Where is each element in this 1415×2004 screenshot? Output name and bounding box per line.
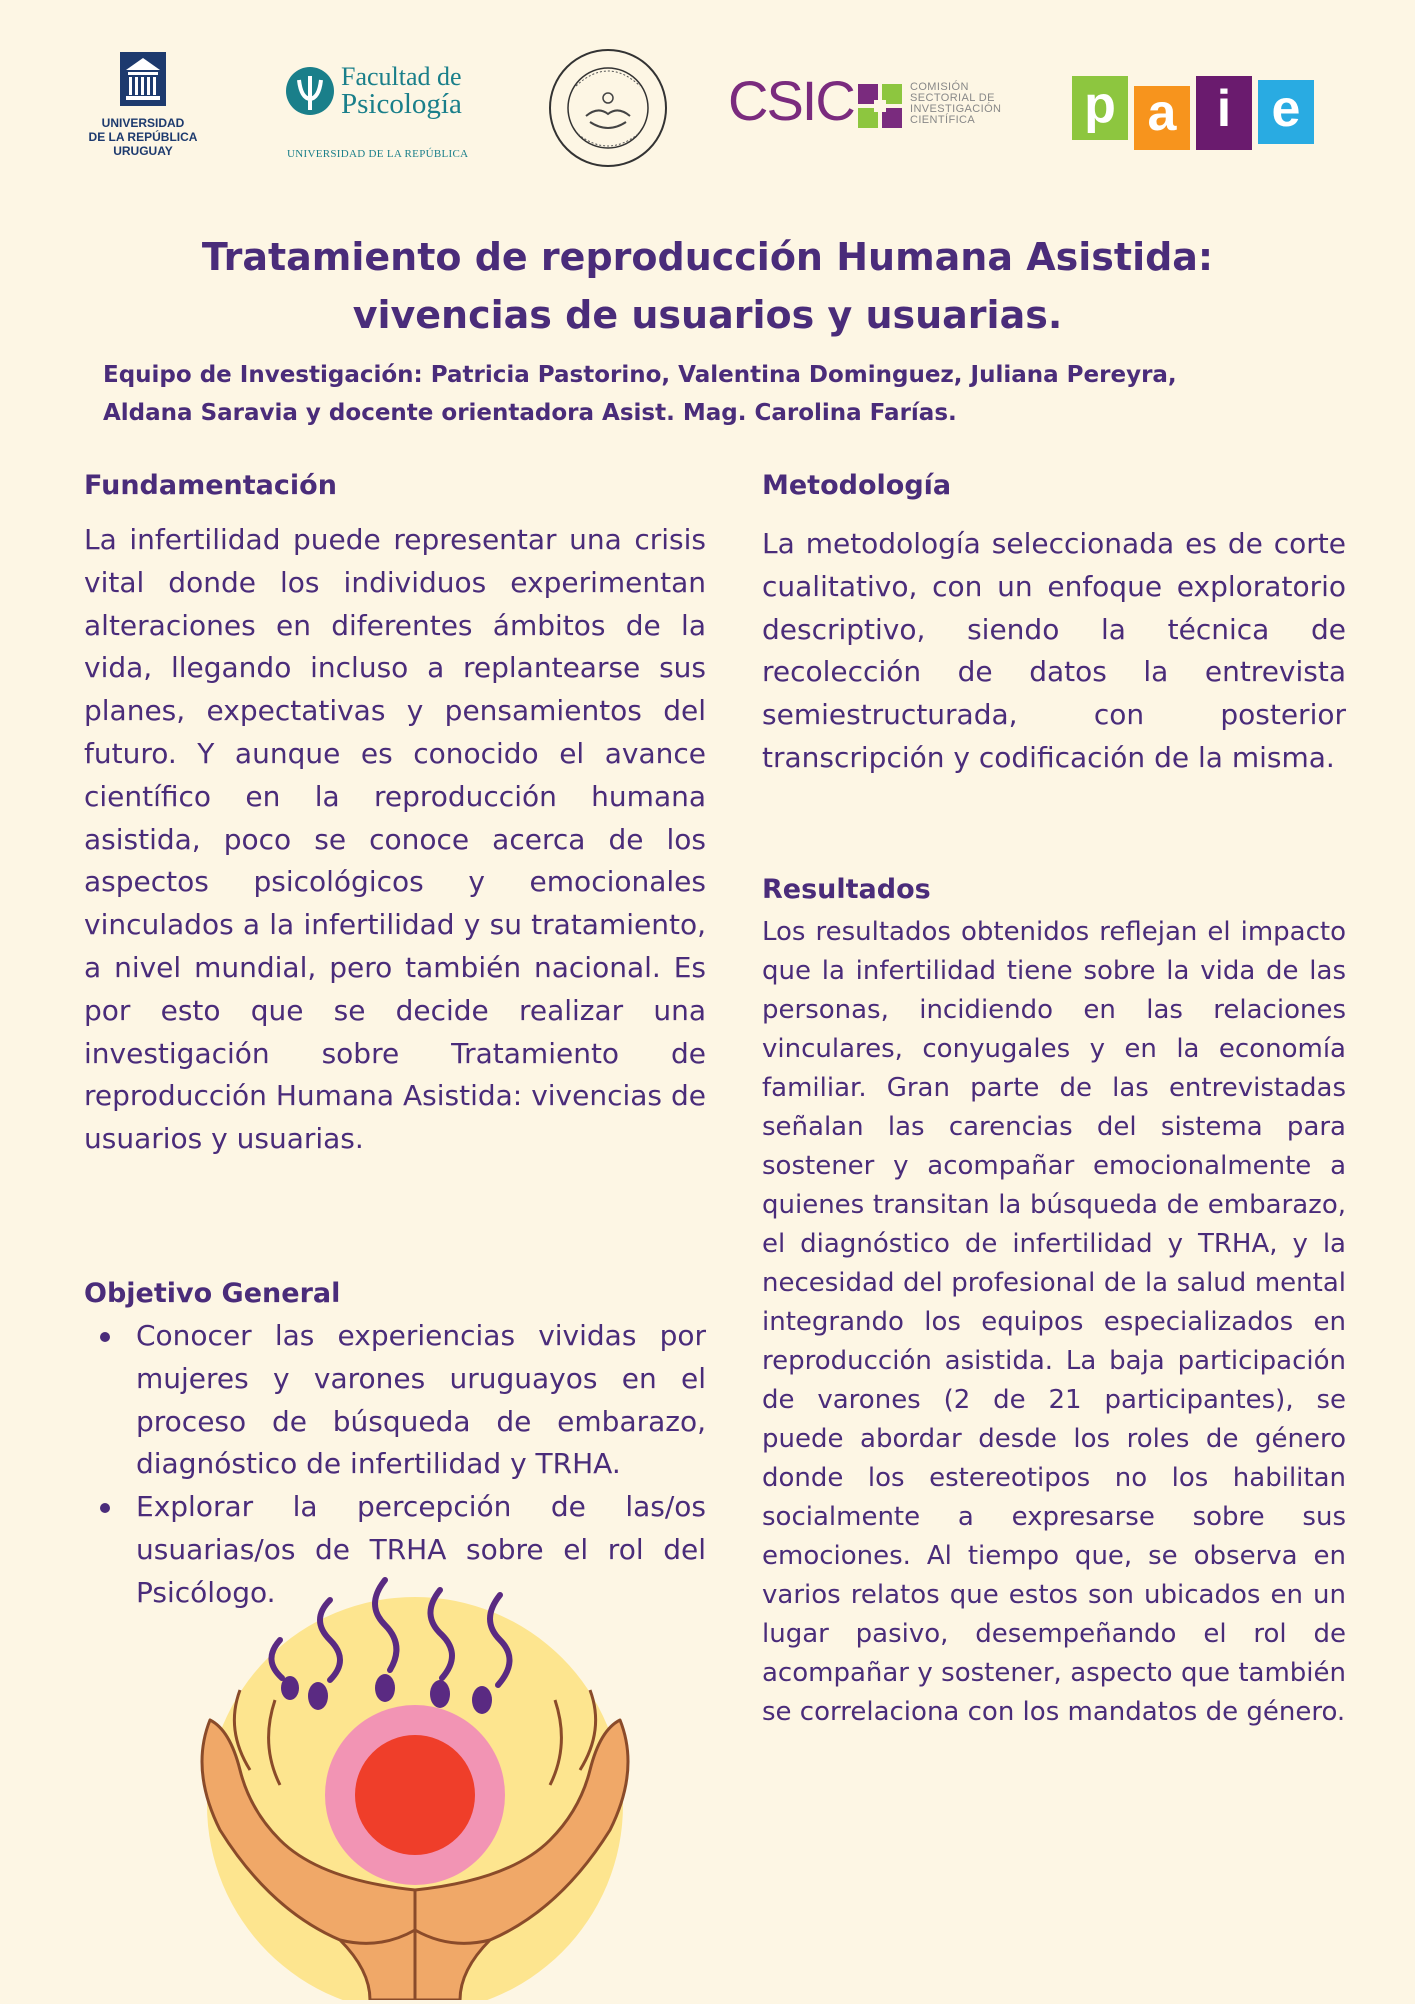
objetivo-heading: Objetivo General: [84, 1278, 341, 1309]
research-team: [103, 356, 1343, 432]
udelar-logo: [78, 50, 208, 158]
objetivo-item: [136, 1315, 706, 1486]
university-building-icon: [118, 50, 168, 108]
title-line2: vivencias de usuarios y usuarias.: [352, 293, 1063, 337]
psi-icon: [285, 66, 335, 116]
paie-tile-p: p: [1072, 76, 1128, 140]
udelar-line3: URUGUAY: [113, 144, 173, 158]
csic-sub3: INVESTIGACIÓN: [910, 103, 1002, 115]
fundamentacion-text: La infertilidad puede representar una crisis vital donde los individuos experimentan alteraciones en diferentes ámbitos de la vida, llegando incluso a replantearse sus planes, expectativas y pensamientos del futuro. Y aunque es conocido el avance científico en la reproducción humana asistida, poco se conoce acerca de los aspectos psicológicos y emocionales vinculados a la infertilidad y su tratamiento, a nivel mundial, pero también nacional. Es por esto que se decide realizar una investigación sobre Tratamiento de reproducción Humana Asistida: vivencias de usuarios y usuarias.: [84, 523, 706, 1156]
csic-sub2: SECTORIAL DE: [910, 92, 995, 104]
csic-word: CSIC: [728, 69, 854, 132]
metodologia-heading: Metodología: [762, 470, 952, 501]
paie-tile-i: i: [1196, 76, 1252, 150]
objetivo-item-text: Conocer las experiencias vividas por mujeres y varones uruguayos en el proceso de búsqueda de embarazo, diagnóstico de infertilidad y TRHA.: [136, 1319, 706, 1481]
bullet-icon: [100, 1503, 110, 1513]
metodologia-section: [762, 470, 1346, 780]
psicologia-line2: Psicología: [341, 88, 462, 120]
team-line1: Equipo de Investigación: Patricia Pastorino, Valentina Dominguez, Juliana Pereyra,: [103, 362, 1177, 388]
csic-squares-icon: [858, 84, 902, 128]
objetivo-section: [84, 1278, 706, 1615]
fertility-illustration: [180, 1570, 650, 2000]
escuela-parteras-seal-logo: [546, 46, 670, 170]
poster-title: [0, 228, 1415, 344]
metodologia-text: La metodología seleccionada es de corte cualitativo, con un enfoque exploratorio descriptivo, siendo la técnica de recolección de datos la entrevista semiestructurada, con posterior transcripción y codificación de la misma.: [762, 527, 1346, 774]
csic-subtitle: [910, 82, 1001, 126]
csic-sub1: COMISIÓN: [910, 81, 969, 93]
fundamentacion-heading: Fundamentación: [84, 470, 337, 501]
paie-tile-e: e: [1258, 80, 1314, 144]
udelar-line1: UNIVERSIDAD: [101, 116, 185, 130]
bullet-icon: [100, 1332, 110, 1342]
objetivo-item-text: Explorar la percepción de las/os usuarias/os de TRHA sobre el rol del Psicólogo.: [136, 1490, 706, 1609]
csic-logo: [728, 69, 1028, 142]
seal-icon: [546, 46, 670, 170]
resultados-section: [762, 874, 1346, 1732]
psicologia-line1: Facultad de: [341, 62, 462, 91]
psicologia-line3: UNIVERSIDAD DE LA REPÚBLICA: [287, 148, 469, 160]
csic-sub4: CIENTÍFICA: [910, 114, 976, 126]
team-line2: Aldana Saravia y docente orientadora Asist. Mag. Carolina Farías.: [103, 400, 957, 426]
title-line1: Tratamiento de reproducción Humana Asistida:: [201, 235, 1214, 279]
resultados-text: Los resultados obtenidos reflejan el impacto que la infertilidad tiene sobre la vida de las personas, incidiendo en las relaciones vinculares, conyugales y en la economía familiar. Gran parte de las entrevistadas señalan las carencias del sistema para sostener y acompañar emocionalmente a quienes transitan la búsqueda de embarazo, el diagnóstico de infertilidad y TRHA, y la necesidad del profesional de la salud mental integrando los equipos especializados en reproducción asistida. La baja participación de varones (2 de 21 participantes), se puede abordar desde los roles de género donde los estereotipos no los habilitan socialmente a expresarse sobre sus emociones. Al tiempo que, se observa en varios relatos que estos son ubicados en un lugar pasivo, desempeñando el rol de acompañar y sostener, aspecto que también se correlaciona con los mandatos de género.: [762, 917, 1346, 1727]
logo-bar: [0, 40, 1415, 180]
resultados-heading: Resultados: [762, 874, 931, 905]
udelar-line2: DE LA REPÚBLICA: [88, 130, 198, 144]
fundamentacion-section: [84, 470, 706, 1161]
paie-logo: [1072, 60, 1322, 160]
hands-egg-sperm-icon: [180, 1570, 650, 2000]
paie-tile-a: a: [1134, 86, 1190, 150]
